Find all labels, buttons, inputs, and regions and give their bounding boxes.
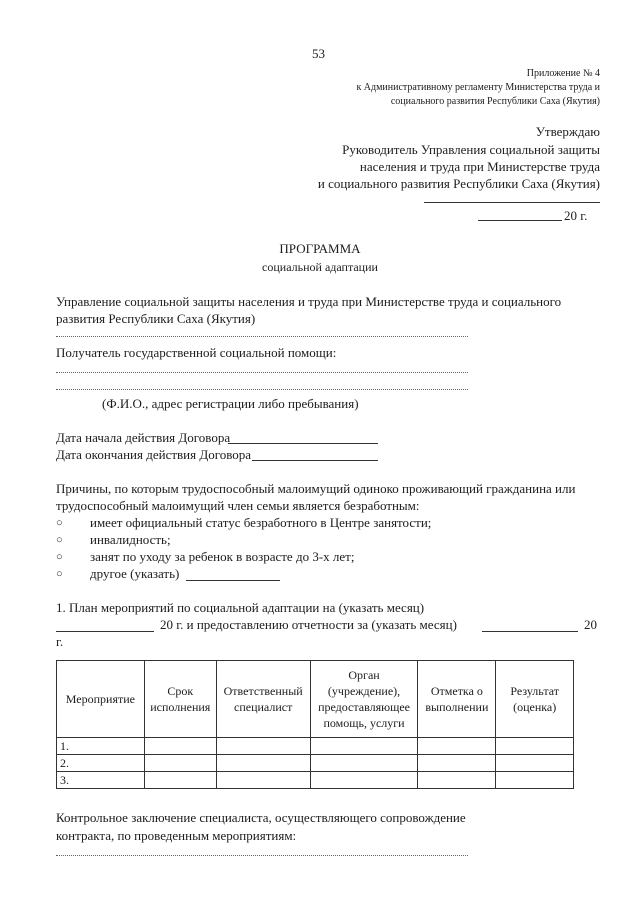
contract-start-label: Дата начала действия Договора [56, 430, 231, 445]
reasons-line-1: Причины, по которым трудоспособный малоимущий одиноко проживающий гражданина или [56, 481, 576, 496]
plan-table [56, 660, 574, 789]
recipient-label: Получатель государственной социальной помощи: [56, 345, 337, 360]
department-line-1: Управление социальной защиты населения и труда при Министерстве труда и социального [56, 294, 562, 309]
approval-date-line[interactable] [478, 220, 562, 221]
table-cell[interactable] [310, 755, 418, 772]
table-cell[interactable] [496, 755, 574, 772]
bullet-icon: ○ [56, 551, 63, 563]
reason-item-2: инвалидность; [90, 532, 171, 547]
row-number: 1. [57, 738, 145, 755]
recipient-fill-line-2[interactable] [56, 389, 468, 390]
program-subtitle: социальной адаптации [262, 260, 378, 274]
appendix-line-1: Приложение № 4 [526, 68, 600, 79]
header-responsible: Ответственный специалист [216, 661, 310, 738]
header-agency: Орган (учреждение), предоставляющее помощь, услуги [310, 661, 418, 738]
table-row [57, 755, 574, 772]
table-cell[interactable] [496, 772, 574, 789]
table-cell[interactable] [144, 772, 216, 789]
approval-year: 20 г. [564, 208, 588, 223]
contract-end-field[interactable] [252, 460, 378, 461]
conclusion-fill-line[interactable] [56, 855, 468, 856]
department-line-2: развития Республики Саха (Якутия) [56, 311, 256, 326]
table-header-row [57, 661, 574, 738]
table-cell[interactable] [144, 755, 216, 772]
table-cell[interactable] [310, 772, 418, 789]
reasons-line-2: трудоспособный малоимущий член семьи является безработным: [56, 498, 420, 513]
header-activity: Мероприятие [57, 661, 145, 738]
header-deadline: Срок исполнения [144, 661, 216, 738]
reason-other-field[interactable] [186, 580, 280, 581]
department-fill-line[interactable] [56, 336, 468, 337]
reason-item-3: занят по уходу за ребенок в возрасте до 3-х лет; [90, 549, 355, 564]
table-cell[interactable] [216, 772, 310, 789]
header-completion: Отметка о выполнении [418, 661, 496, 738]
approval-signature-line[interactable] [424, 202, 600, 203]
reason-item-4: другое (указать) [90, 566, 180, 581]
bullet-icon: ○ [56, 568, 63, 580]
table-row [57, 772, 574, 789]
recipient-fill-line-1[interactable] [56, 372, 468, 373]
approval-title: Утверждаю [535, 124, 600, 139]
table-cell[interactable] [496, 738, 574, 755]
contract-start-field[interactable] [228, 443, 378, 444]
row-number: 3. [57, 772, 145, 789]
approval-line-2: населения и труда при Министерстве труда [359, 159, 600, 174]
table-cell[interactable] [216, 755, 310, 772]
header-result: Результат (оценка) [496, 661, 574, 738]
row-number: 2. [57, 755, 145, 772]
bullet-icon: ○ [56, 534, 63, 546]
table-cell[interactable] [216, 738, 310, 755]
recipient-note: (Ф.И.О., адрес регистрации либо пребывания) [102, 396, 359, 411]
approval-line-1: Руководитель Управления социальной защиты [342, 142, 600, 157]
program-title: ПРОГРАММА [279, 241, 361, 256]
plan-line-1: 1. План мероприятий по социальной адаптации на (указать месяц) [56, 600, 425, 615]
plan-line-3: г. [56, 634, 64, 649]
table-cell[interactable] [418, 738, 496, 755]
plan-line-2: 20 г. и предоставлению отчетности за (указать месяц) [160, 617, 457, 632]
table-cell[interactable] [418, 755, 496, 772]
bullet-icon: ○ [56, 517, 63, 529]
approval-line-3: и социального развития Республики Саха (Якутия) [317, 176, 600, 191]
table-cell[interactable] [310, 738, 418, 755]
reason-item-1: имеет официальный статус безработного в Центре занятости; [90, 515, 432, 530]
appendix-line-2: к Административному регламенту Министерства труда и [356, 82, 600, 93]
table-cell[interactable] [418, 772, 496, 789]
plan-month-field[interactable] [56, 631, 154, 632]
conclusion-line-2: контракта, по проведенным мероприятиям: [56, 828, 297, 843]
appendix-line-3: социального развития Республики Саха (Якутия) [390, 96, 600, 107]
plan-line-2-end: 20 [584, 617, 597, 632]
table-row [57, 738, 574, 755]
plan-report-month-field[interactable] [482, 631, 578, 632]
conclusion-line-1: Контрольное заключение специалиста, осуществляющего сопровождение [56, 810, 466, 825]
contract-end-label: Дата окончания действия Договора [56, 447, 252, 462]
page-number: 53 [312, 46, 325, 61]
table-cell[interactable] [144, 738, 216, 755]
